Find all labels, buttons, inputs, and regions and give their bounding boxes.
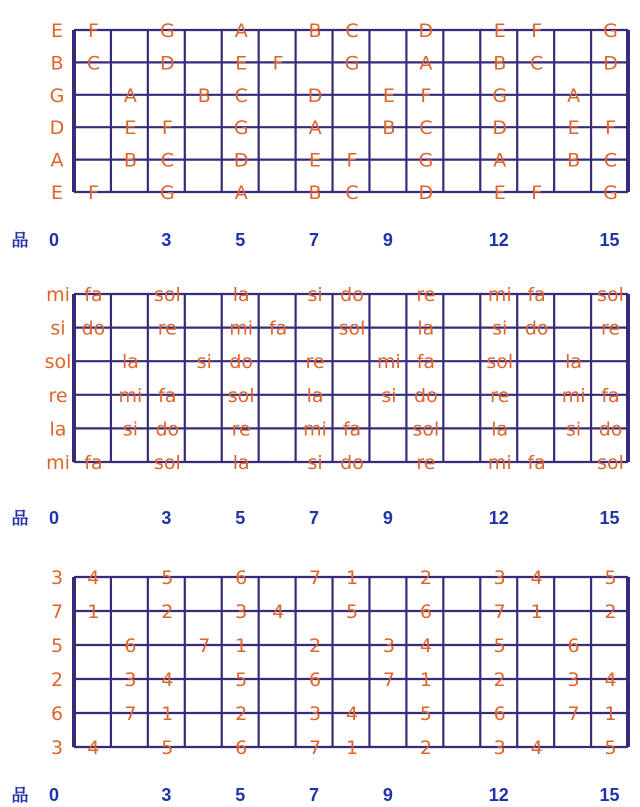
note-label: 3 [124, 669, 137, 691]
note-label: la [232, 284, 250, 306]
note-label: D [603, 52, 618, 75]
note-label: sol [338, 317, 366, 340]
note-label: 2 [419, 567, 432, 589]
note-label: si [492, 317, 508, 340]
note-label: do [340, 284, 364, 306]
note-label: la [232, 452, 250, 474]
note-label: 4 [419, 635, 432, 657]
note-label: G [603, 20, 618, 42]
string-label: 2 [50, 669, 64, 691]
note-label: 1 [345, 567, 359, 589]
note-label: D [418, 182, 434, 204]
note-label: 2 [604, 601, 617, 623]
note-label: E [124, 117, 137, 140]
note-label: do [598, 418, 623, 441]
note-label: F [420, 84, 432, 107]
fret-number: 7 [309, 230, 320, 250]
note-label: 2 [235, 703, 248, 725]
note-label: F [605, 117, 617, 140]
note-label: 2 [161, 601, 174, 623]
note-label: 5 [604, 737, 617, 759]
fret-number: 12 [488, 785, 509, 805]
fret-number: 15 [599, 785, 620, 805]
note-label: 4 [272, 601, 285, 623]
fret-number: 15 [599, 508, 620, 528]
note-label: 6 [419, 601, 432, 623]
note-label: 4 [530, 737, 543, 759]
note-label: 5 [604, 567, 617, 589]
fret-number: 9 [382, 230, 393, 250]
note-label: re [490, 384, 510, 407]
note-label: la [565, 351, 583, 374]
note-label: 7 [198, 635, 211, 657]
note-label: re [305, 351, 325, 374]
note-label: si [122, 418, 138, 441]
note-label: 2 [493, 669, 506, 691]
note-label: re [416, 284, 436, 306]
note-label: C [345, 182, 359, 204]
note-label: C [86, 52, 101, 75]
note-label: 5 [235, 669, 248, 691]
note-label: 6 [235, 737, 248, 759]
note-label: A [234, 20, 248, 42]
fretboard-text-2 [12, 284, 624, 529]
note-label: sol [486, 351, 514, 374]
note-label: 3 [235, 601, 248, 623]
note-label: 5 [161, 737, 174, 759]
note-label: G [492, 84, 508, 107]
note-label: F [87, 182, 99, 204]
note-label: A [493, 149, 507, 172]
note-label: E [493, 182, 506, 204]
fretboard-grids [74, 30, 628, 747]
note-label: re [231, 418, 251, 441]
note-label: mi [303, 418, 327, 441]
note-label: 3 [382, 635, 395, 657]
fret-number: 9 [382, 785, 393, 805]
fret-number: 12 [488, 230, 509, 250]
note-label: G [159, 182, 175, 204]
note-label: G [418, 149, 434, 172]
note-label: B [493, 52, 507, 75]
note-label: fa [84, 452, 103, 474]
note-label: C [419, 117, 433, 140]
note-label: 1 [604, 703, 617, 725]
note-label: do [340, 452, 364, 474]
string-label: 6 [50, 703, 64, 725]
note-label: mi [118, 384, 143, 407]
note-label: la [417, 317, 435, 340]
note-label: fa [342, 418, 362, 441]
fret-number: 9 [382, 508, 393, 528]
note-label: C [234, 84, 248, 107]
string-label: E [50, 182, 64, 204]
note-label: 2 [419, 737, 432, 759]
note-label: fa [158, 384, 177, 407]
note-label: B [308, 182, 322, 204]
note-label: 7 [309, 567, 322, 589]
fret-number: 5 [235, 785, 246, 805]
note-label: mi [561, 384, 586, 407]
fret-number: 3 [161, 230, 172, 250]
note-label: 4 [87, 567, 100, 589]
fretboard-text-3 [12, 567, 620, 806]
note-label: E [309, 149, 322, 172]
note-label: mi [487, 284, 512, 306]
string-label: 5 [50, 635, 64, 657]
note-label: B [308, 20, 322, 42]
note-label: C [603, 149, 618, 172]
note-label: sol [597, 284, 624, 306]
note-label: 6 [124, 635, 137, 657]
note-label: re [416, 452, 436, 474]
note-label: do [414, 384, 438, 407]
note-label: do [81, 317, 106, 340]
note-label: A [567, 84, 581, 107]
string-label: 3 [50, 737, 64, 759]
note-label: 1 [161, 703, 174, 725]
note-label: F [161, 117, 173, 140]
note-label: 4 [530, 567, 543, 589]
fret-unit-label: 品 [11, 786, 29, 806]
note-label: si [307, 452, 323, 474]
note-label: B [382, 117, 396, 140]
note-label: E [567, 117, 580, 140]
note-label: re [157, 317, 177, 340]
note-label: la [491, 418, 509, 441]
note-label: E [235, 52, 248, 75]
fret-number: 0 [48, 785, 60, 805]
note-label: 6 [309, 669, 322, 691]
note-label: G [344, 52, 360, 75]
note-label: B [123, 149, 137, 172]
note-label: 2 [309, 635, 322, 657]
fret-unit-label: 品 [11, 509, 29, 529]
note-label: do [524, 317, 549, 340]
string-label: mi [46, 452, 70, 474]
note-label: G [233, 117, 249, 140]
fret-number: 12 [488, 508, 509, 528]
note-label: do [229, 351, 254, 374]
note-label: E [382, 84, 395, 107]
note-label: 6 [235, 567, 248, 589]
note-label: 1 [345, 737, 359, 759]
note-label: mi [377, 351, 401, 374]
note-label: do [155, 418, 180, 441]
string-label: si [50, 317, 66, 340]
fret-number: 5 [235, 508, 246, 528]
fretboard-text-1 [12, 20, 620, 251]
string-label: E [50, 20, 64, 42]
string-label: 3 [50, 567, 64, 589]
note-label: F [346, 149, 358, 172]
note-label: si [307, 284, 323, 306]
note-label: fa [527, 452, 546, 474]
note-label: sol [227, 384, 255, 407]
note-label: 3 [493, 567, 506, 589]
note-label: fa [416, 351, 436, 374]
note-label: C [160, 149, 174, 172]
note-label: si [566, 418, 582, 441]
note-label: 7 [124, 703, 137, 725]
note-label: 6 [567, 635, 580, 657]
note-label: A [308, 117, 322, 140]
note-label: G [159, 20, 175, 42]
note-label: D [233, 149, 249, 172]
note-label: sol [153, 452, 181, 474]
string-label: la [49, 418, 67, 441]
string-label: D [49, 117, 65, 140]
note-label: fa [601, 384, 620, 407]
note-label: 1 [419, 669, 432, 691]
note-label: 4 [87, 737, 100, 759]
note-label: 4 [345, 703, 359, 725]
fret-number: 0 [48, 230, 60, 250]
note-label: mi [487, 452, 512, 474]
note-label: sol [153, 284, 181, 306]
note-label: C [530, 52, 544, 75]
string-label: B [50, 52, 64, 75]
fret-number: 3 [161, 508, 172, 528]
note-label: 7 [309, 737, 322, 759]
note-label: 1 [87, 601, 100, 623]
note-label: G [603, 182, 618, 204]
note-label: F [531, 182, 543, 204]
fret-number: 0 [48, 508, 60, 528]
string-label: mi [46, 284, 70, 306]
note-label: fa [84, 284, 103, 306]
note-label: A [234, 182, 248, 204]
note-label: D [307, 84, 323, 107]
note-label: B [567, 149, 581, 172]
fret-number: 15 [599, 230, 620, 250]
note-label: 7 [567, 703, 580, 725]
note-label: A [123, 84, 137, 107]
fret-number: 3 [161, 785, 172, 805]
note-label: fa [527, 284, 546, 306]
note-label: D [492, 117, 508, 140]
note-label: B [197, 84, 211, 107]
note-label: A [419, 52, 433, 75]
note-label: 5 [493, 635, 506, 657]
note-label: F [272, 52, 284, 75]
note-label: 1 [530, 601, 543, 623]
note-label: mi [229, 317, 254, 340]
note-label: F [87, 20, 99, 42]
note-label: 1 [235, 635, 248, 657]
note-label: E [493, 20, 506, 42]
note-label: 7 [382, 669, 395, 691]
note-label: F [531, 20, 543, 42]
note-label: sol [412, 418, 440, 441]
note-label: 5 [161, 567, 174, 589]
note-label: re [600, 317, 621, 340]
fret-number: 7 [309, 785, 320, 805]
note-label: 3 [309, 703, 322, 725]
note-label: fa [268, 317, 288, 340]
note-label: 5 [419, 703, 432, 725]
note-label: si [196, 351, 212, 374]
note-label: 5 [345, 601, 359, 623]
note-label: sol [597, 452, 624, 474]
fretboard-labels [12, 20, 624, 806]
string-label: sol [44, 351, 72, 374]
string-label: 7 [50, 601, 64, 623]
note-label: D [418, 20, 434, 42]
string-label: A [50, 149, 64, 172]
note-label: D [160, 52, 175, 75]
note-label: la [306, 384, 324, 407]
fret-unit-label: 品 [11, 231, 29, 251]
string-label: re [48, 384, 68, 407]
fret-number: 7 [309, 508, 320, 528]
note-label: 3 [567, 669, 580, 691]
note-label: C [345, 20, 359, 42]
note-label: 4 [604, 669, 617, 691]
note-label: 4 [161, 669, 174, 691]
fret-number: 5 [235, 230, 246, 250]
note-label: 7 [493, 601, 506, 623]
note-label: 6 [493, 703, 506, 725]
note-label: la [121, 351, 139, 374]
note-label: si [381, 384, 397, 407]
string-label: G [49, 84, 65, 107]
note-label: 3 [493, 737, 506, 759]
